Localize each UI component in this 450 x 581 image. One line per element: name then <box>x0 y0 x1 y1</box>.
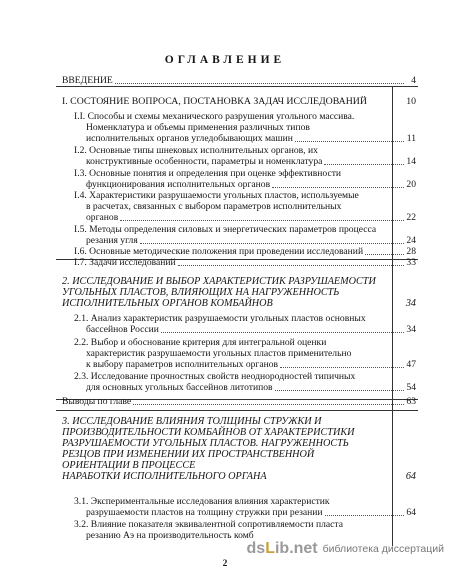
toc-line: исполнительных органов угледобывающих машин <box>86 133 293 144</box>
toc-entry <box>74 371 416 393</box>
toc-line: 2.3. Исследование прочностных свойств неоднородностей типичных <box>74 371 356 382</box>
toc-entry <box>74 111 416 144</box>
toc-page: 47 <box>406 359 416 370</box>
toc-entry <box>74 337 416 370</box>
toc-line: ИСПОЛНИТЕЛЬНЫХ ОРГАНОВ КОМБАЙНОВ <box>62 298 273 309</box>
toc-page: 10 <box>406 96 416 107</box>
toc-page: 11 <box>406 133 416 144</box>
toc-line: I.5. Методы определения силовых и энергетических параметров процесса <box>74 224 377 235</box>
toc-line: для основных угольных бассейнов литотипов <box>86 382 273 393</box>
toc-entry <box>62 396 416 407</box>
toc-line: резанию Аэ на производительность комб <box>86 530 254 541</box>
watermark-logo: dsLib.net <box>246 540 318 557</box>
toc-line: к выбору параметров исполнительных органов <box>86 359 279 370</box>
toc-line: 3.2. Влияние показателя эквивалентной сопротивляемости пласта <box>74 519 343 530</box>
toc-line: резания угля <box>86 235 138 246</box>
toc-line: РАЗРУШАЕМОСТИ УГОЛЬНЫХ ПЛАСТОВ. НАГРУЖЕННОСТЬ <box>62 438 349 449</box>
toc-line: ВВЕДЕНИЕ <box>62 75 113 86</box>
page-title: ОГЛАВЛЕНИЕ <box>164 54 286 66</box>
toc-entry <box>74 496 416 518</box>
page-number: 2 <box>222 559 228 569</box>
toc-line: I.2. Основные типы шнековых исполнительных органов, их <box>74 145 318 156</box>
toc-page: 24 <box>406 235 416 246</box>
toc-line: функционирования исполнительных органов <box>86 179 271 190</box>
toc-line: разрушаемости пластов на толщину стружки при резании <box>86 507 323 518</box>
watermark-text: библиотека диссертаций <box>322 543 444 555</box>
toc-line: I.7. Задачи исследований <box>74 257 176 268</box>
toc-entry <box>62 75 416 86</box>
toc-entry <box>74 145 416 167</box>
toc-entry <box>74 257 416 268</box>
toc-entry <box>74 190 416 223</box>
toc-line: органов <box>86 212 119 223</box>
toc-line: I.I. Способы и схемы механического разрушения угольного массива. <box>74 111 355 122</box>
toc-chapter <box>62 416 416 482</box>
table-rule <box>56 410 418 411</box>
toc-chapter <box>62 276 416 309</box>
toc-line: НАРАБОТКИ ИСПОЛНИТЕЛЬНОГО ОРГАНА <box>62 471 267 482</box>
toc-entry <box>74 313 416 335</box>
toc-line: 2.1. Анализ характеристик разрушаемости угольных пластов основных <box>74 313 366 324</box>
toc-page: 4 <box>411 75 416 86</box>
toc-page: 64 <box>406 507 416 518</box>
toc-entry <box>74 519 416 541</box>
toc-line: характеристик разрушаемости угольных пластов применительно <box>86 348 352 359</box>
toc-line: 3.1. Экспериментальные исследования влияния характеристик <box>74 496 330 507</box>
toc-entry <box>74 246 416 257</box>
toc-line: I.3. Основные понятия и определения при оценке эффективности <box>74 168 342 179</box>
watermark[interactable] <box>247 540 444 558</box>
toc-line: ОРИЕНТАЦИИ В ПРОЦЕССЕ <box>62 460 196 471</box>
toc-page: 33 <box>406 257 416 268</box>
toc-line: в расчетах, связанных с выбором параметров исполнительных <box>86 201 342 212</box>
toc-line: УГОЛЬНЫХ ПЛАСТОВ, ВЛИЯЮЩИХ НА НАГРУЖЕННОСТЬ <box>62 287 340 298</box>
toc-page: 34 <box>406 324 416 335</box>
toc-line: Номенклатура и объемы применения различных типов <box>86 122 310 133</box>
toc-page: 63 <box>406 396 416 407</box>
toc-page: 14 <box>406 156 416 167</box>
toc-entry <box>74 168 416 190</box>
toc-page: 64 <box>405 471 416 482</box>
toc-entry <box>74 224 416 246</box>
toc-page: 28 <box>406 246 416 257</box>
toc-line: Выводы по главе <box>62 396 132 407</box>
toc-line: 2. ИССЛЕДОВАНИЕ И ВЫБОР ХАРАКТЕРИСТИК РАЗРУШАЕМОСТИ <box>62 276 376 287</box>
toc-line: РЕЗЦОВ ПРИ ИЗМЕНЕНИИ ИХ ПРОСТРАНСТВЕННОЙ <box>62 449 315 460</box>
toc-page: 34 <box>405 298 416 309</box>
table-rule <box>56 86 418 87</box>
toc-line: ПРОИЗВОДИТЕЛЬНОСТИ КОМБАЙНОВ ОТ ХАРАКТЕРИСТИКИ <box>62 427 355 438</box>
toc-page: 20 <box>406 179 416 190</box>
toc-line: бассейнов России <box>86 324 159 335</box>
toc-line: конструктивные особенности, параметры и номенклатура <box>86 156 323 167</box>
toc-line: 3. ИССЛЕДОВАНИЕ ВЛИЯНИЯ ТОЛЩИНЫ СТРУЖКИ И <box>62 416 322 427</box>
toc-page: 54 <box>406 382 416 393</box>
toc-line: I.6. Основные методические положения при проведении исследований <box>74 246 364 257</box>
toc-line: I.4. Характеристики разрушаемости угольных пластов, используемые <box>74 190 359 201</box>
toc-line: 2.2. Выбор и обоснование критерия для интегральной оценки <box>74 337 327 348</box>
toc-page: 22 <box>406 212 416 223</box>
toc-line: I. СОСТОЯНИЕ ВОПРОСА, ПОСТАНОВКА ЗАДАЧ ИССЛЕДОВАНИЙ <box>62 96 367 107</box>
toc-chapter <box>62 96 416 107</box>
